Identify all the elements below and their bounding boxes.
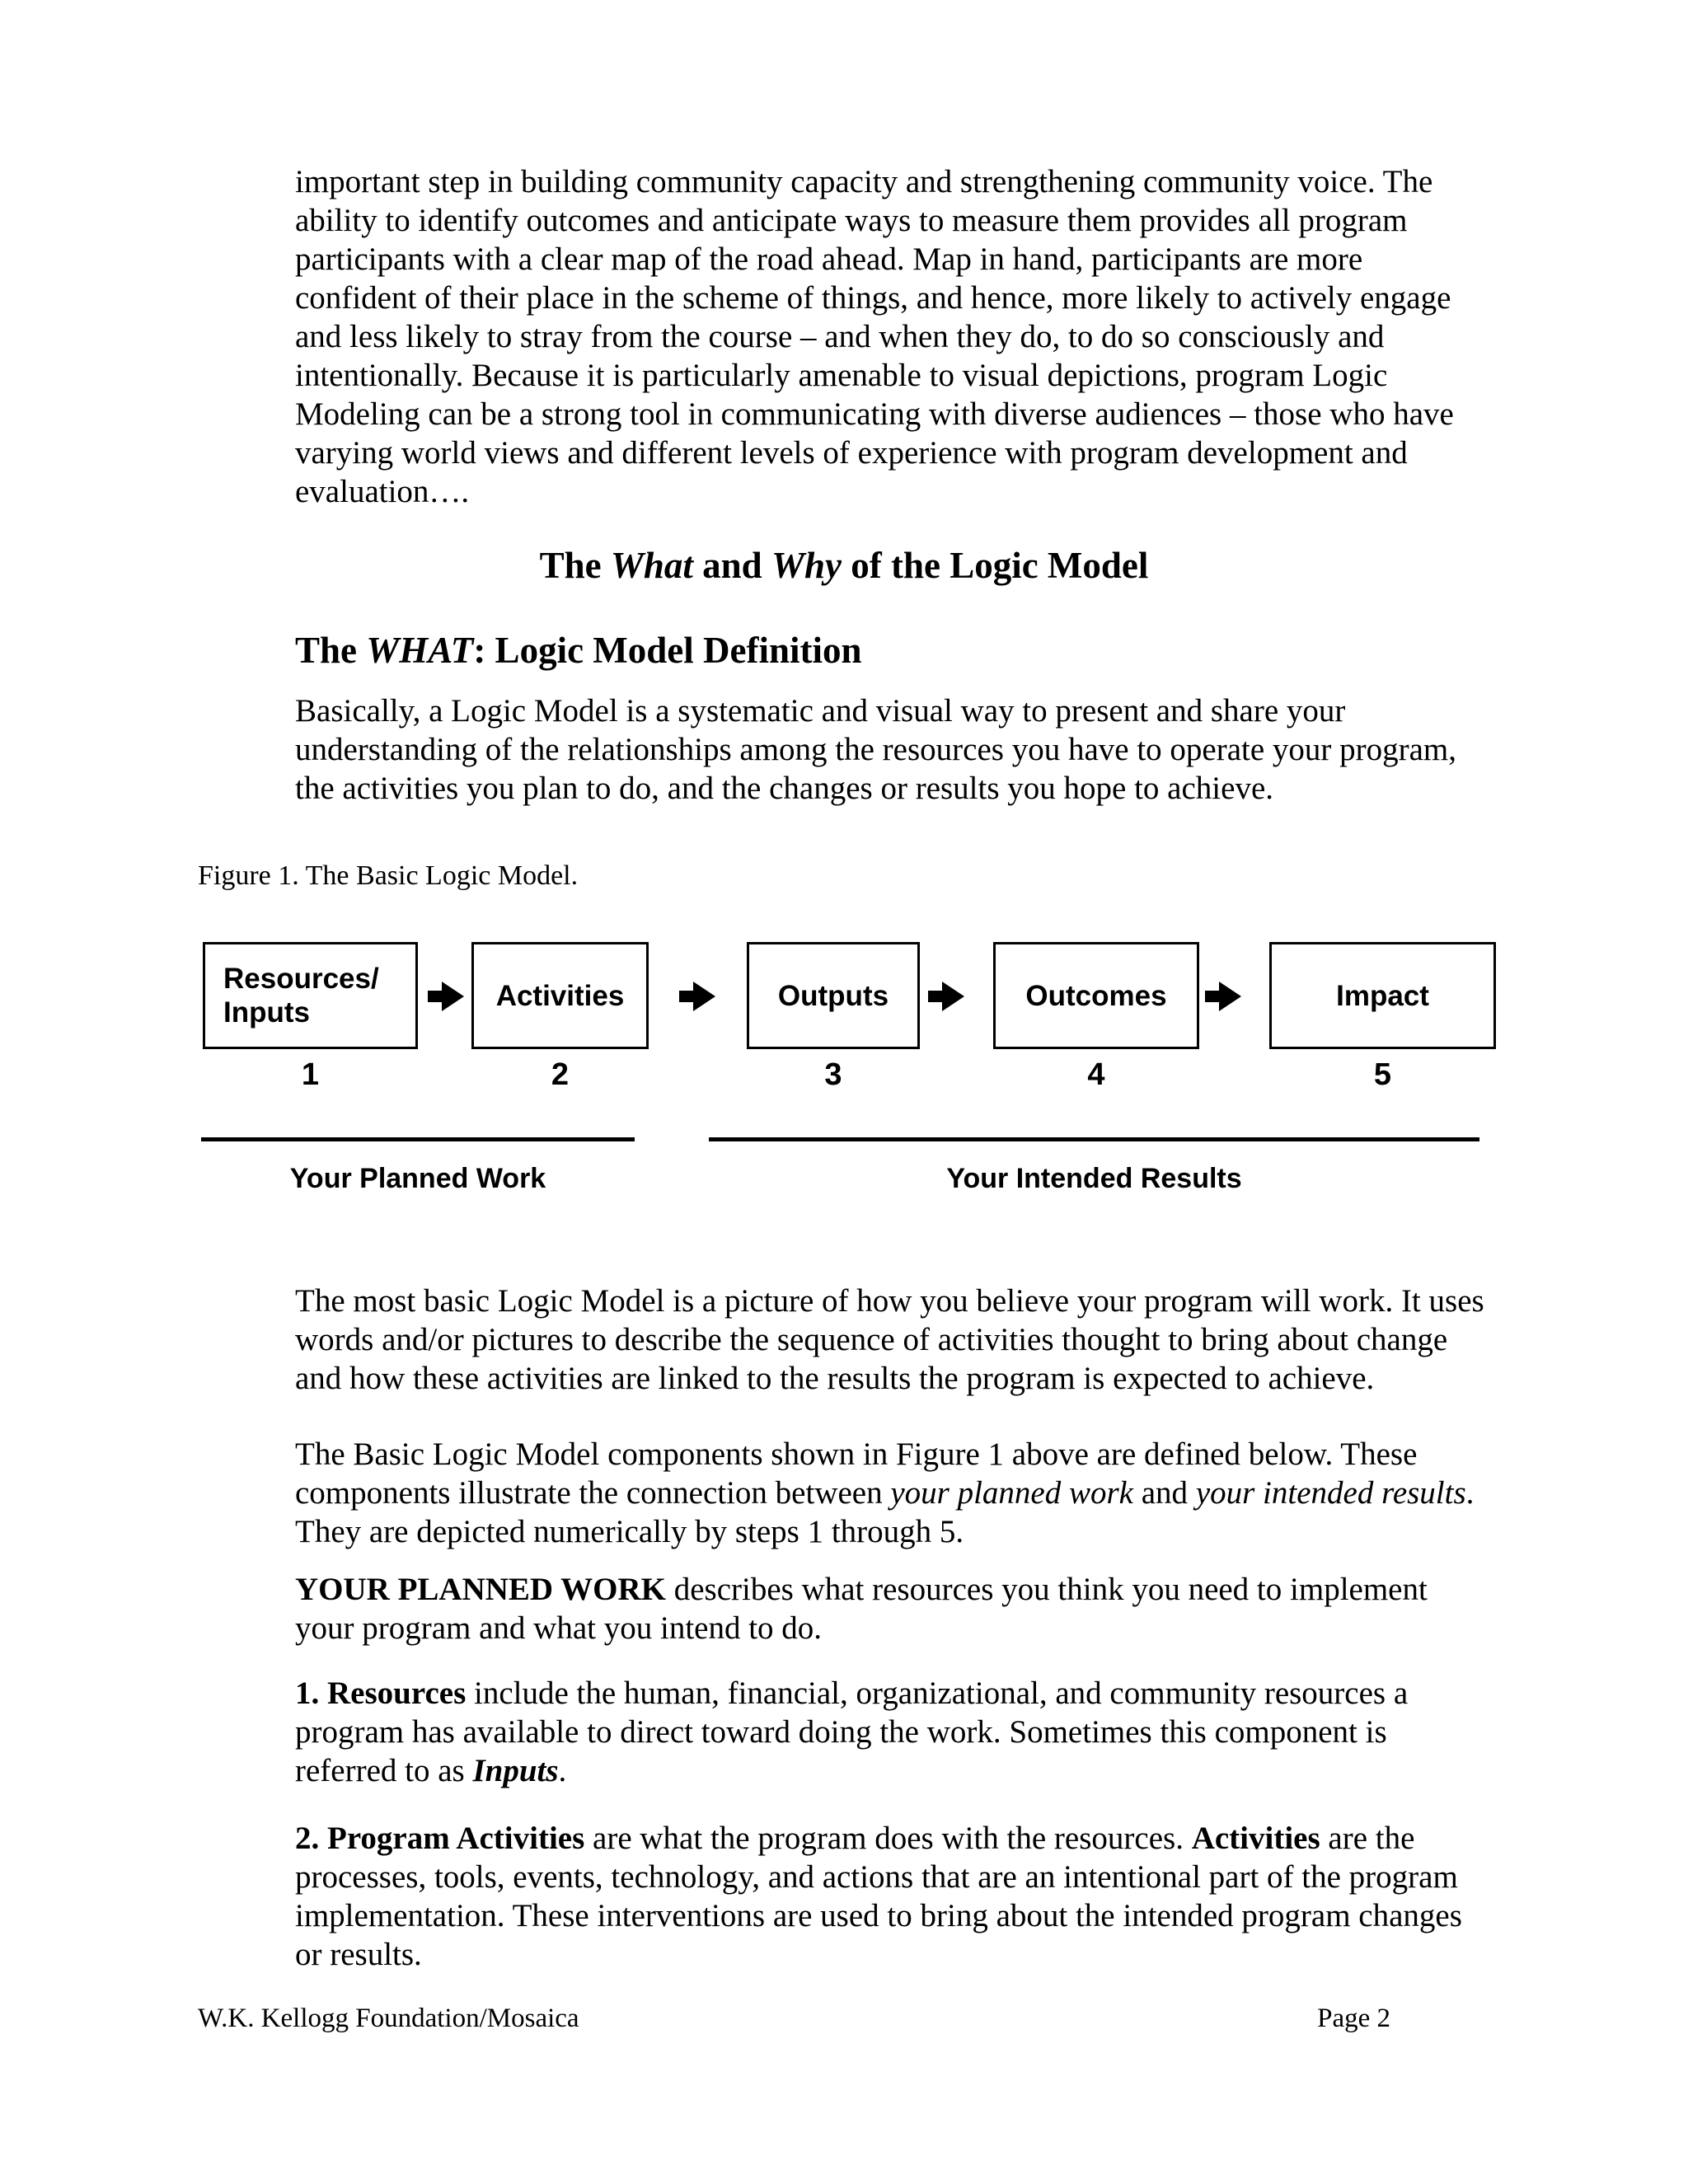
intended-results-label: Your Intended Results — [946, 1163, 1242, 1194]
inputs-term: Inputs — [472, 1753, 559, 1788]
figure-step-number: 5 — [1373, 1057, 1392, 1092]
figure-box-label: Outcomes — [1025, 979, 1167, 1012]
main-title-run-italic: What — [610, 545, 693, 586]
section-title-run: The — [295, 630, 367, 671]
figure-box-label: Impact — [1336, 979, 1429, 1012]
main-title-run: The — [539, 545, 611, 586]
resources-run: include the human, financial, organizational, and community resources a program has available to direct toward doing the work. Sometimes this component is referred to as — [295, 1675, 1409, 1788]
main-title — [198, 541, 1490, 589]
main-title-run: of the Logic Model — [841, 545, 1149, 586]
activities-run: are the processes, tools, events, technology, and actions that are an intentional part of the program implementation. These interventions are used to bring about the intended program changes or results. — [295, 1821, 1462, 1972]
planned-work-rule — [201, 1137, 635, 1141]
figure-step-number: 3 — [824, 1057, 842, 1092]
figure-step-number: 4 — [1087, 1057, 1105, 1092]
page-footer — [198, 2001, 1490, 2036]
components-run: . They are depicted numerically by steps 1 through 5. — [295, 1475, 1475, 1549]
figure-box-label: Resources/ Inputs — [223, 963, 379, 1029]
activities-lead: 2. Program Activities — [295, 1821, 585, 1856]
logic-model-figure — [198, 942, 1490, 1199]
figure-box-impact — [1269, 942, 1496, 1049]
definition-paragraph: Basically, a Logic Model is a systematic and visual way to present and share your understanding of the relationships among the resources you have to operate your program, the activities you plan to do, and the changes or results you hope to achieve. — [295, 693, 1457, 806]
components-paragraph — [198, 1435, 1490, 1551]
resources-run: . — [558, 1753, 567, 1788]
figure-box-outcomes — [993, 942, 1199, 1049]
planned-work-label: Your Planned Work — [289, 1163, 546, 1194]
components-run: and — [1133, 1475, 1196, 1511]
figure-box-resources-inputs — [203, 942, 418, 1049]
section-title-run: : Logic Model Definition — [473, 630, 862, 671]
intended-results-rule — [709, 1137, 1479, 1141]
planned-work-lead: YOUR PLANNED WORK — [295, 1572, 666, 1607]
components-run-italic: your planned work — [890, 1475, 1133, 1511]
main-title-run: and — [692, 545, 771, 586]
planned-work-run: describes what resources you think you need to implement your program and what you intend to do. — [295, 1572, 1428, 1646]
activities-run: are what the program does with the resources. — [584, 1821, 1192, 1856]
arrow-right-icon — [428, 981, 464, 1012]
section-title-run-italic: WHAT — [366, 630, 474, 671]
figure-step-number: 2 — [551, 1057, 570, 1092]
figure-box-label: Activities — [495, 979, 625, 1012]
resources-paragraph — [198, 1674, 1490, 1790]
components-run: The Basic Logic Model components shown in Figure 1 above are defined below. These components illustrate the connection between — [295, 1436, 1418, 1511]
figure-box-label: Outputs — [777, 979, 889, 1012]
most-basic-paragraph: The most basic Logic Model is a picture of how you believe your program will work. It uses words and/or pictures to describe the sequence of activities thought to bring about change and how these activities are linked to the results the program is expected to achieve. — [295, 1283, 1484, 1396]
resources-lead: 1. Resources — [295, 1675, 467, 1711]
figure-caption: Figure 1. The Basic Logic Model. — [198, 860, 579, 891]
main-title-run-italic: Why — [771, 545, 842, 586]
intro-paragraph: important step in building community capacity and strengthening community voice. The ability to identify outcomes and anticipate ways to measure them provides all program participants with a clear map of the road ahead. Map in hand, participants are more confident of their place in the scheme of things, and hence, more likely to actively engage and less likely to stray from the course – and when they do, to do so consciously and intentionally. Because it is particularly amenable to visual depictions, program Logic Modeling can be a strong tool in communicating with diverse audiences – those who have varying world views and different levels of experience with program development and evaluation…. — [295, 164, 1454, 509]
components-run-italic: your intended results — [1195, 1475, 1466, 1511]
activities-paragraph — [198, 1819, 1490, 1974]
figure-box-outputs — [747, 942, 920, 1049]
planned-work-paragraph — [198, 1570, 1490, 1647]
footer-page-number: Page 2 — [1317, 2004, 1390, 2033]
activities-term: Activities — [1191, 1821, 1320, 1856]
arrow-right-icon — [928, 981, 964, 1012]
arrow-right-icon — [1205, 981, 1241, 1012]
section-title — [198, 627, 1490, 673]
footer-source: W.K. Kellogg Foundation/Mosaica — [198, 2004, 579, 2033]
figure-step-number: 1 — [301, 1057, 320, 1092]
arrow-right-icon — [679, 981, 715, 1012]
figure-box-activities — [471, 942, 649, 1049]
